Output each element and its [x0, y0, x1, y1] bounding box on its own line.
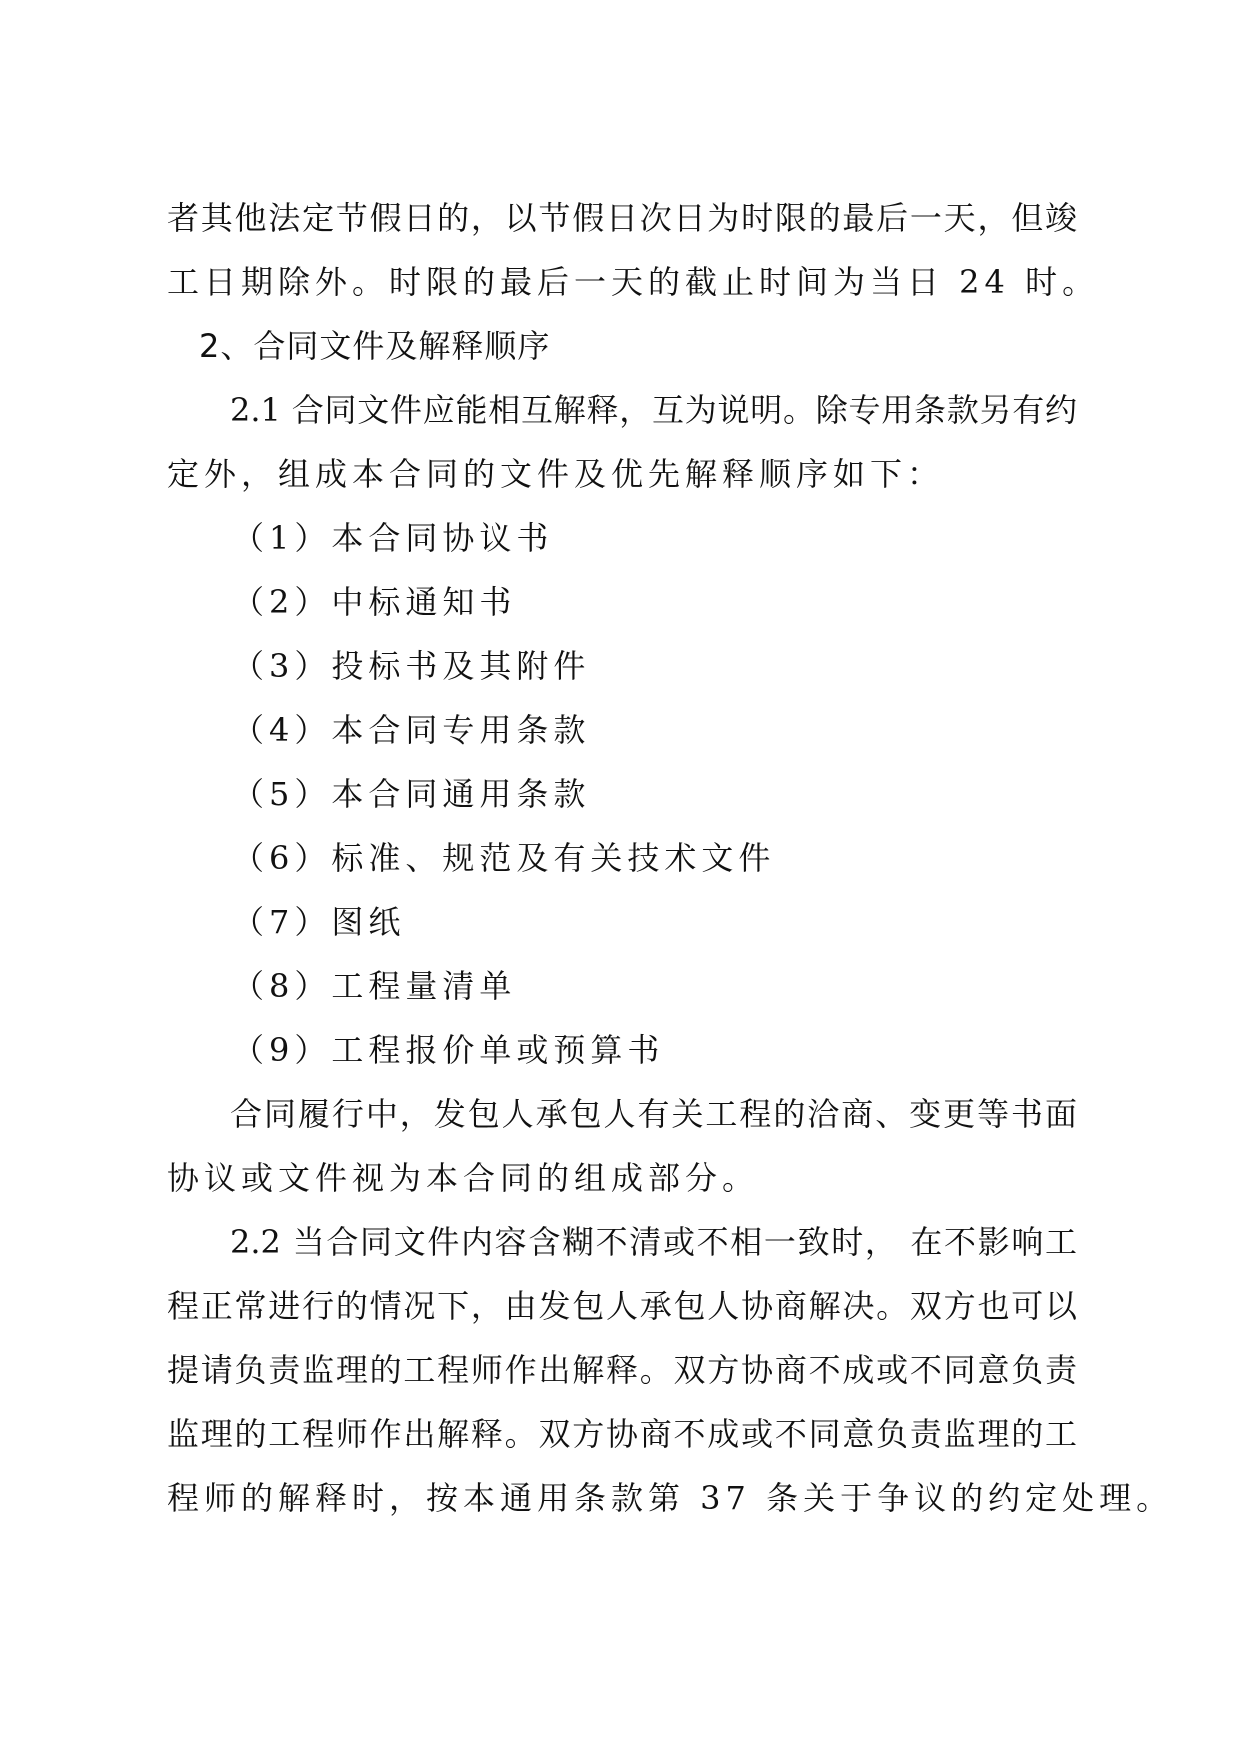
section-heading: 2、合同文件及解释顺序	[199, 327, 551, 365]
paragraph-line: 监理的工程师作出解释。双方协商不成或不同意负责监理的工	[167, 1415, 1077, 1453]
paragraph-line: 工日期除外。时限的最后一天的截止时间为当日 24 时。	[167, 263, 1100, 301]
list-item: （8）工程量清单	[232, 967, 517, 1005]
paragraph-line: 者其他法定节假日的，以节假日次日为时限的最后一天，但竣	[167, 199, 1077, 237]
list-item: （1）本合同协议书	[232, 519, 554, 557]
list-item: （7）图纸	[232, 903, 406, 941]
list-item: （6）标准、规范及有关技术文件	[232, 839, 776, 877]
list-item: （4）本合同专用条款	[232, 711, 591, 749]
paragraph-line: 定外，组成本合同的文件及优先解释顺序如下：	[167, 455, 945, 493]
paragraph-line: 合同履行中，发包人承包人有关工程的洽商、变更等书面	[230, 1095, 1077, 1133]
list-item: （3）投标书及其附件	[232, 647, 591, 685]
paragraph-line: 协议或文件视为本合同的组成部分。	[167, 1159, 760, 1197]
paragraph-line: 2.1 合同文件应能相互解释，互为说明。除专用条款另有约	[230, 391, 1077, 429]
paragraph-line: 程师的解释时，按本通用条款第 37 条关于争议的约定处理。	[167, 1479, 1174, 1517]
list-item: （2）中标通知书	[232, 583, 517, 621]
list-item: （9）工程报价单或预算书	[232, 1031, 665, 1069]
paragraph-line: 程正常进行的情况下，由发包人承包人协商解决。双方也可以	[167, 1287, 1077, 1325]
paragraph-line: 提请负责监理的工程师作出解释。双方协商不成或不同意负责	[167, 1351, 1077, 1389]
paragraph-line: 2.2 当合同文件内容含糊不清或不相一致时， 在不影响工	[230, 1223, 1077, 1261]
list-item: （5）本合同通用条款	[232, 775, 591, 813]
